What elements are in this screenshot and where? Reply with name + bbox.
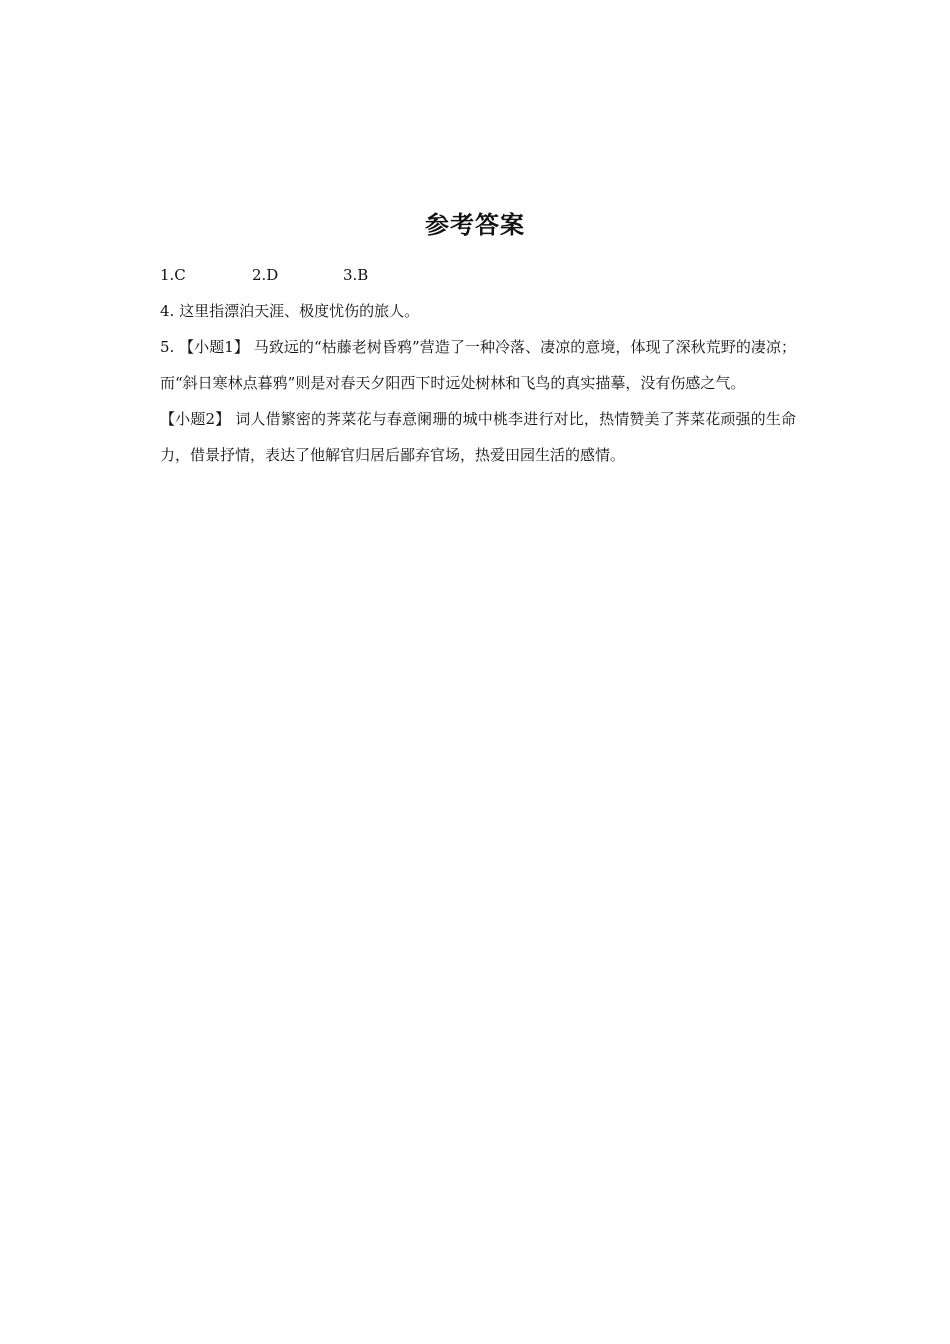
page-title: 参考答案: [425, 211, 525, 239]
answer-5-part-1: 5. 【小题1】 马致远的“枯藤老树昏鸦”营造了一种冷落、凄凉的意境，体现了深秋荒野的凄凉；而“斜日寒林点暮鸦”则是对春天夕阳西下时远处树林和飞鸟的真实描摹，没有伤感之气。: [160, 338, 796, 392]
answer-1: 1.C: [160, 266, 186, 284]
answer-3: 3.B: [343, 266, 369, 284]
multiple-choice-answers: [160, 262, 796, 298]
answer-content: [160, 262, 796, 473]
answer-5-part-2: 【小题2】 词人借繁密的荠菜花与春意阑珊的城中桃李进行对比，热情赞美了荠菜花顽强的生命力，借景抒情，表达了他解官归居后鄙弃官场，热爱田园生活的感情。: [160, 410, 796, 464]
answer-4: 4. 这里指漂泊天涯、极度忧伤的旅人。: [160, 302, 420, 320]
answer-2: 2.D: [252, 266, 279, 284]
